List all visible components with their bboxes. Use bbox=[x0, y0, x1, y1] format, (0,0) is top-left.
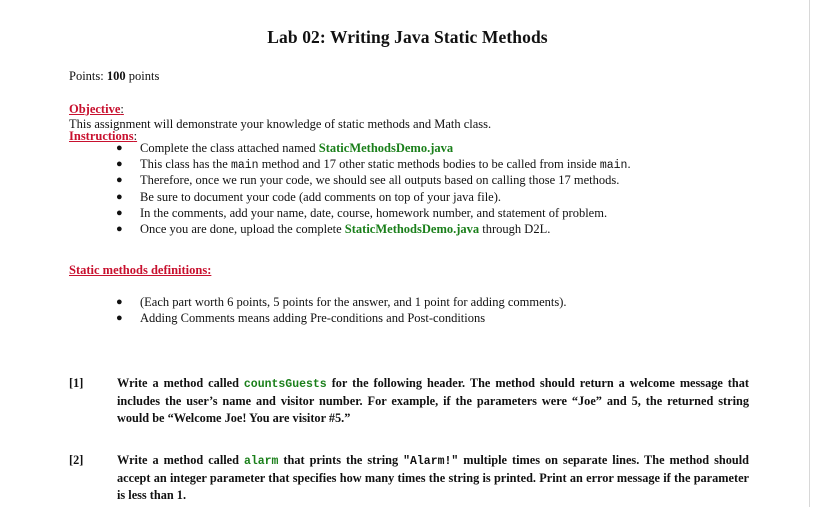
points-value: 100 bbox=[106, 69, 126, 83]
page-title: Lab 02: Writing Java Static Methods bbox=[267, 27, 548, 47]
question-text: Write a method called countsGuests for the following header. The method should return a welcome message that includes the user’s name and visitor number. For example, if the parameters were “Joe” and 5, the returned string would be “Welcome Joe! You are visitor #5.” bbox=[117, 376, 749, 425]
list-item: ● In the comments, add your name, date, course, homework number, and statement of problem. bbox=[116, 205, 608, 220]
question-number: [2] bbox=[69, 453, 84, 467]
static-defs-heading: Static methods definitions: bbox=[69, 263, 212, 277]
instructions-heading-text: Instructions bbox=[69, 129, 134, 143]
bullet-icon: ● bbox=[116, 174, 123, 187]
list-item: ● Be sure to document your code (add comments on top of your java file). bbox=[116, 189, 502, 204]
points-label: Points: bbox=[69, 69, 107, 83]
page-edge-divider bbox=[809, 0, 810, 507]
question-number: [1] bbox=[69, 376, 84, 390]
objective-heading: Objective: bbox=[69, 102, 124, 116]
points-unit: points bbox=[125, 69, 160, 83]
instructions-heading: Instructions: bbox=[69, 129, 138, 143]
objective-text: This assignment will demonstrate your knowledge of static methods and Math class. bbox=[69, 117, 492, 131]
bullet-icon: ● bbox=[116, 142, 123, 154]
points-line bbox=[69, 69, 159, 84]
static-defs-list bbox=[116, 294, 567, 326]
method-name: countsGuests bbox=[243, 378, 327, 391]
list-item: ● Therefore, once we run your code, we should see all outputs based on calling those 17 methods. bbox=[116, 173, 620, 188]
bullet-icon: ● bbox=[116, 222, 123, 235]
string-literal: "Alarm!" bbox=[403, 455, 459, 468]
list-item: ● Complete the class attached named StaticMethodsDemo.java bbox=[116, 141, 454, 155]
list-item: ● This class has the main method and 17 other static methods bodies to be called from inside main. bbox=[116, 157, 631, 173]
bullet-icon: ● bbox=[116, 296, 123, 308]
filename: StaticMethodsDemo.java bbox=[344, 221, 480, 236]
bullet-icon: ● bbox=[116, 190, 123, 203]
objective-heading-text: Objective bbox=[69, 102, 121, 116]
method-name: alarm bbox=[243, 455, 279, 468]
filename: StaticMethodsDemo.java bbox=[318, 141, 454, 155]
bullet-icon: ● bbox=[116, 158, 123, 171]
list-item: ● (Each part worth 6 points, 5 points for the answer, and 1 point for adding comments). bbox=[116, 295, 567, 309]
question-text: Write a method called alarm that prints the string "Alarm!" multiple times on separate lines. The method should accept an integer parameter that specifies how many times the string is printed. Print an error message if the parameter is less than 1. bbox=[117, 453, 749, 502]
bullet-icon: ● bbox=[116, 312, 123, 325]
instructions-list bbox=[116, 140, 631, 237]
list-item: ● Once you are done, upload the complete StaticMethodsDemo.java through D2L. bbox=[116, 221, 551, 236]
bullet-icon: ● bbox=[116, 206, 123, 219]
list-item: ● Adding Comments means adding Pre-conditions and Post-conditions bbox=[116, 311, 486, 326]
